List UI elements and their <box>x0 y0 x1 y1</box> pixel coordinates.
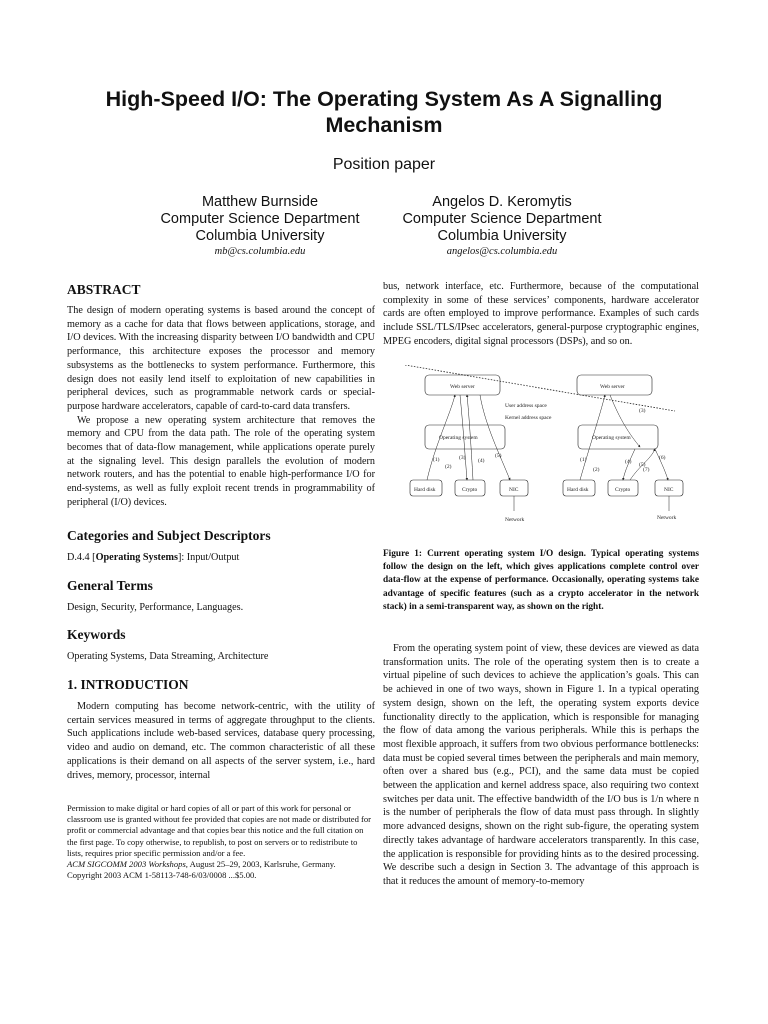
step-label: (3) <box>639 408 646 414</box>
network-label: Network <box>657 515 677 521</box>
abstract-paragraph: We propose a new operating system architecture that removes the memory and CPU from the data path. The role of the operating system becomes that of data-flow management, while applications operate purely at the signaling level. This design parallels the evolution of modern network routers, and has the potential to enable high-performance I/O for end-systems, as well as fully exploit recent trends in programmability of peripheral (I/O) devices. <box>67 414 375 508</box>
permission-text: Permission to make digital or hard copies of all or part of this work for personal or classroom use is granted without fee provided that copies are not made or distributed for profit or commercial advantage and that copies bear this notice and the full citation on the first page. To copy otherwise, to republish, to post on servers or to redistribute to lists, requires prior specific permission and/or a fee. <box>67 803 372 858</box>
web-server-label: Web server <box>600 384 625 390</box>
keywords-text: Operating Systems, Data Streaming, Architecture <box>67 651 269 662</box>
categories-section <box>67 528 375 565</box>
keywords-section <box>67 627 375 664</box>
author-dept: Computer Science Department <box>160 211 360 227</box>
io-design-diagram <box>405 365 705 530</box>
copyright-text: Copyright 2003 ACM 1-58113-748-6/03/0008 ...$5.00. <box>67 870 257 881</box>
user-space-label: User address space <box>505 403 547 409</box>
figure-caption: Figure 1: Current operating system I/O design. Typical operating systems follow the design on the left, which gives applications complete control over data-flow at the expense of performance. Occasionally, operating systems take advantage of specific features (such as a crypto accelerator in the network stack) in a semi-transparent way, as shown on the right. <box>383 549 699 612</box>
author-name: Matthew Burnside <box>201 194 319 210</box>
step-label: (4) <box>478 458 485 464</box>
step-label: (2) <box>593 467 600 473</box>
right-column-bottom <box>383 642 699 889</box>
keywords-heading: Keywords <box>67 627 126 642</box>
crypto-label: Crypto <box>462 487 478 493</box>
step-label: (3) <box>459 455 466 461</box>
body-paragraph: From the operating system point of view, these devices are viewed as data transformation units. The role of the operating system then is to create a virtual pipeline of such devices to achieve the application’s goals. This can be achieved in one of two ways, shown in Figure 1. In a typical operating system design, shown on the left, the operating system exports device functionality directly to the application, which is responsible for managing the flow of data among the various peripherals. While this is perhaps the most flexible approach, it suffers from two obvious performance bottlenecks: data must be copied several times between the peripherals and main memory, often over a shared bus (e.g., PCI), and the same data must be copied between the application and kernel address space, also requiring two context switches per data unit. The effective bandwidth of the I/O bus is 1/n where n is the number of peripherals the flow of data must pass through. In slightly more advanced designs, shown on the right sub-figure, the operating system directly takes advantage of hardware accelerators transparently. In this case, the application is responsible for providing hints as to the desired processing. We describe such a design in Section 3. The advantage of this approach is that it reduces the amount of memory-to-memory <box>383 643 699 887</box>
categories-heading: Categories and Subject Descriptors <box>67 528 271 543</box>
os-label: Operating system <box>439 435 478 441</box>
nic-label: NIC <box>509 487 519 493</box>
nic-label: NIC <box>664 487 674 493</box>
introduction-section <box>67 677 375 782</box>
author-univ: Columbia University <box>437 228 567 244</box>
introduction-heading: 1. INTRODUCTION <box>67 677 189 692</box>
categories-text: D.4.4 [Operating Systems]: Input/Output <box>67 552 240 563</box>
author-email: angelos@cs.columbia.edu <box>446 246 558 257</box>
step-label: (5) <box>495 453 502 459</box>
abstract-body <box>67 304 375 510</box>
paper-subtitle: Position paper <box>332 156 436 173</box>
hard-disk-label: Hard disk <box>414 487 436 493</box>
body-paragraph: bus, network interface, etc. Furthermore, because of the computational complexity in some of these services’ components, hardware accelerator cards are often employed to improve performance. Examples of such cards include SSL/TLS/IPsec accelerators, general-purpose cryptographic engines, MPEG encoders, digital signal processors (DSPs), and so on. <box>383 281 699 347</box>
author-block-2 <box>352 194 652 259</box>
crypto-label: Crypto <box>615 487 631 493</box>
data-flow-arrow <box>655 449 668 480</box>
abstract-heading: ABSTRACT <box>67 282 141 297</box>
step-label: (1) <box>433 457 440 463</box>
step-label: (2) <box>445 464 452 470</box>
permission-footnote <box>67 803 375 881</box>
step-label: (4) <box>625 459 632 465</box>
author-email: mb@cs.columbia.edu <box>214 246 306 257</box>
introduction-paragraph: Modern computing has become network-centric, with the utility of certain services measured in terms of aggregate throughput to the clients. Such applications include web-based services, database query processing, video and audio on demand, etc. The common characteristic of all these applications is their demand on all aspects of the server system, i.e., hard drives, memory, processor, internal <box>67 701 375 781</box>
venue-text: ACM SIGCOMM 2003 Workshops, August 25–29, 2003, Karlsruhe, Germany. <box>67 859 336 870</box>
general-terms-section <box>67 578 375 615</box>
author-name: Angelos D. Keromytis <box>432 194 572 210</box>
abstract-paragraph: The design of modern operating systems is based around the concept of memory as a cache for data that flows between applications, storage, and I/O devices. With the increasing disparity between I/O bandwidth and CPU performance, this architecture exposes the processor and memory subsystems as the bottlenecks to system performance. Furthermore, this design does not easily lend itself to exploitation of new capabilities in peripheral devices, such as programmable network cards or special-purpose hardware accelerators, capable of card-to-card data transfers. <box>67 305 375 412</box>
step-label: (5) <box>639 462 646 468</box>
os-label: Operating system <box>592 435 631 441</box>
network-label: Network <box>505 517 525 523</box>
step-label: (6) <box>659 455 666 461</box>
paper-title: High-Speed I/O: The Operating System As A Signalling Mechanism <box>105 87 663 137</box>
kernel-space-label: Kernel address space <box>505 415 552 421</box>
right-column-top <box>383 280 699 349</box>
step-label: (7) <box>643 467 650 473</box>
general-terms-text: Design, Security, Performance, Languages. <box>67 602 244 613</box>
hard-disk-label: Hard disk <box>567 487 589 493</box>
web-server-label: Web server <box>450 384 475 390</box>
step-label: (1) <box>580 457 587 463</box>
figure-1 <box>405 365 705 530</box>
author-univ: Columbia University <box>195 228 325 244</box>
author-dept: Computer Science Department <box>402 211 602 227</box>
general-terms-heading: General Terms <box>67 578 153 593</box>
